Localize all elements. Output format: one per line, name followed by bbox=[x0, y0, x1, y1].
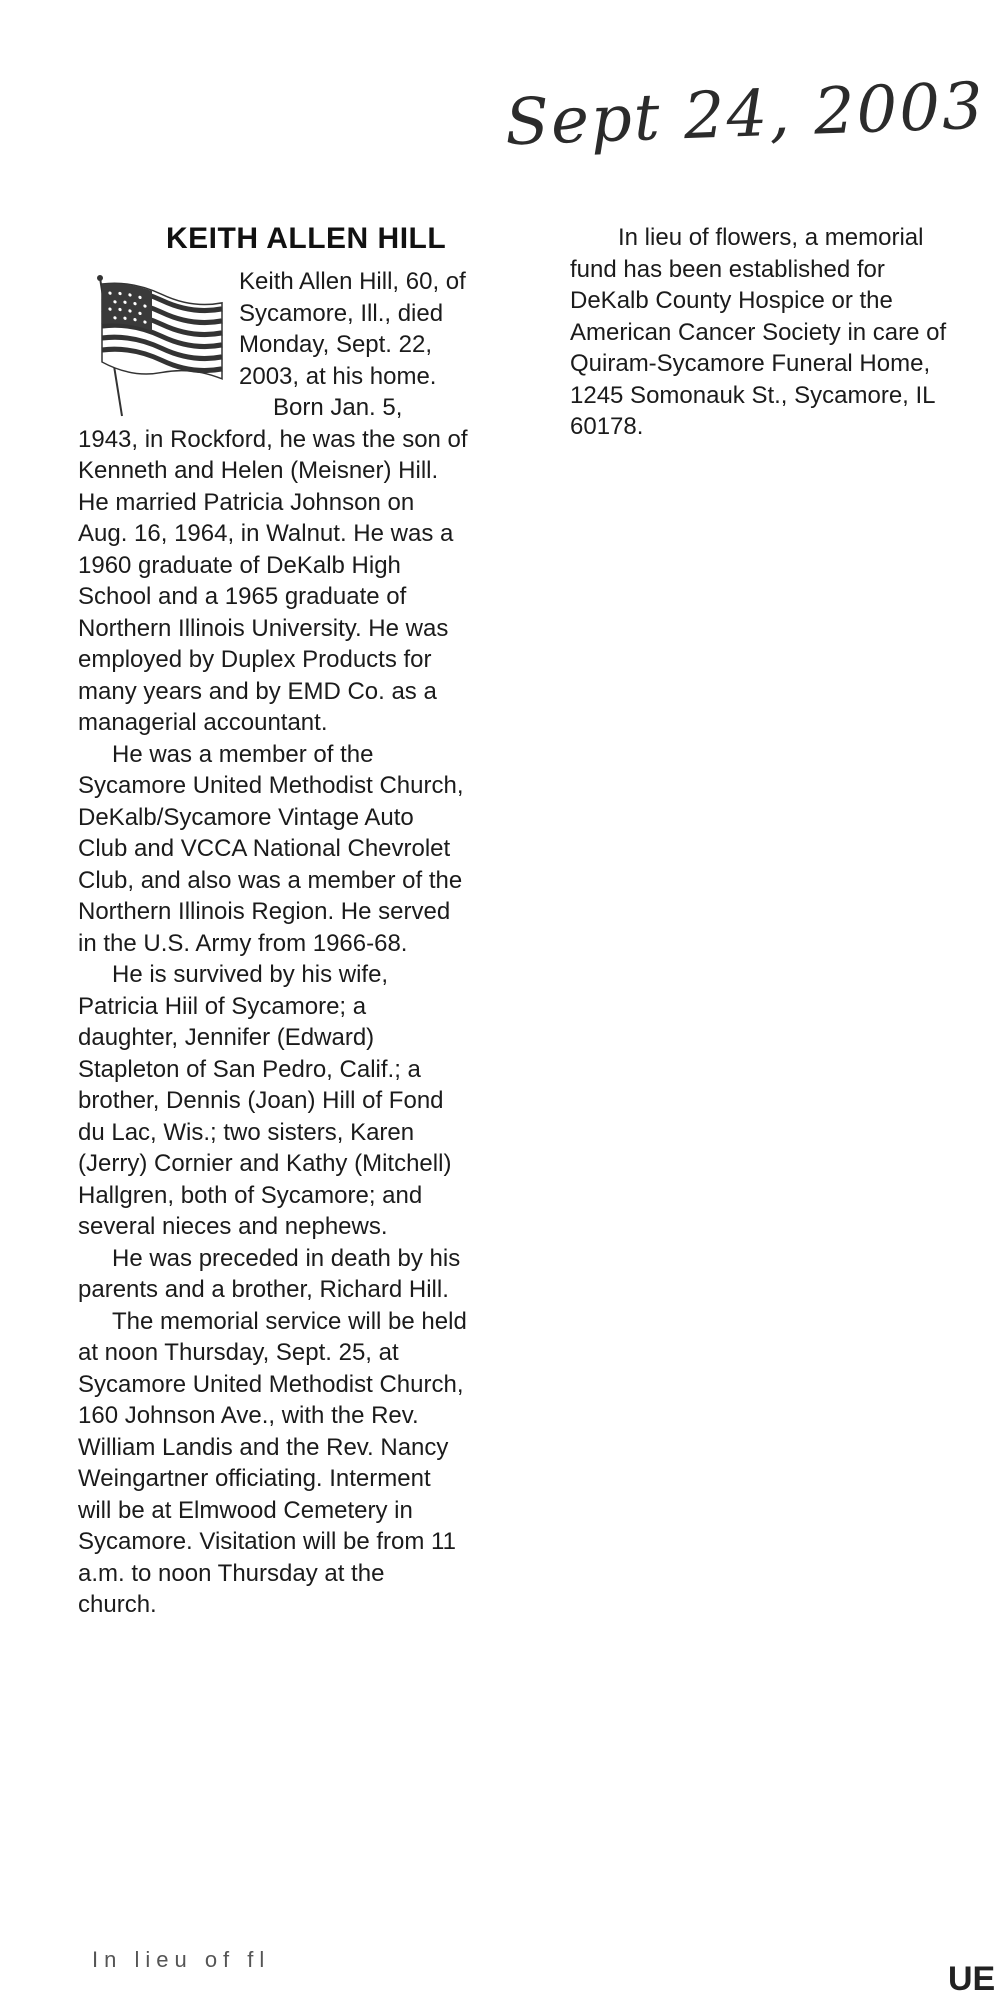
edge-text-fragment: UE bbox=[948, 1960, 995, 1998]
obituary-paragraph-memorial-fund: In lieu of flowers, a memorial fund has been established for DeKalb County Hospice or the American Cancer Society in care of Quiram-Sycamore Funeral Home, 1245 Somonauk St., Sycamore, IL 60178. bbox=[570, 224, 947, 440]
obituary-paragraph-preceded: He was preceded in death by his parents and a brother, Richard Hill. bbox=[78, 1244, 461, 1303]
cutoff-text-line: In lieu of fl bbox=[92, 1947, 271, 1972]
obituary-paragraph-memberships: He was a member of the Sycamore United Methodist Church, DeKalb/Sycamore Vintage Auto Club and VCCA National Chevrolet Club, and also was a member of the Northern Illinois Region. He served in the U.S. Army from 1966-68. bbox=[78, 740, 464, 957]
obituary-paragraph-survivors: He is survived by his wife, Patricia Hiil of Sycamore; a daughter, Jennifer (Edward) Stapleton of San Pedro, Calif.; a brother, Dennis (Joan) Hill of Fond du Lac, Wis.; two sisters, Karen (Jerry) Cornier and Kathy (Mitchell) Hallgren, both of Sycamore; and several nieces and nephews. bbox=[78, 961, 452, 1240]
obituary-right-column bbox=[570, 222, 955, 443]
american-flag-icon bbox=[88, 270, 233, 420]
obituary-paragraph-biography: Born Jan. 5, 1943, in Rockford, he was the son of Kenneth and Helen (Meisner) Hill. He married Patricia Johnson on Aug. 16, 1964, in Walnut. He was a 1960 graduate of DeKalb High School and a 1965 graduate of Northern Illinois University. He was employed by Duplex Products for many years and by EMD Co. as a managerial accountant. bbox=[78, 394, 468, 736]
obituary-left-column bbox=[78, 222, 468, 1621]
obituary-headline: KEITH ALLEN HILL bbox=[166, 222, 447, 255]
obituary-paragraph-intro: Keith Allen Hill, 60, of Sycamore, Ill., died Monday, Sept. 22, 2003, at his home. bbox=[239, 268, 466, 390]
obituary-paragraph-service: The memorial service will be held at noon Thursday, Sept. 25, at Sycamore United Methodist Church, 160 Johnson Ave., with the Rev. William Landis and the Rev. Nancy Weingartner officiating. Interment will be at Elmwood Cemetery in Sycamore. Visitation will be from 11 a.m. to noon Thursday at the church. bbox=[78, 1307, 467, 1618]
handwritten-date: Sept 24, 2003 bbox=[503, 69, 986, 161]
